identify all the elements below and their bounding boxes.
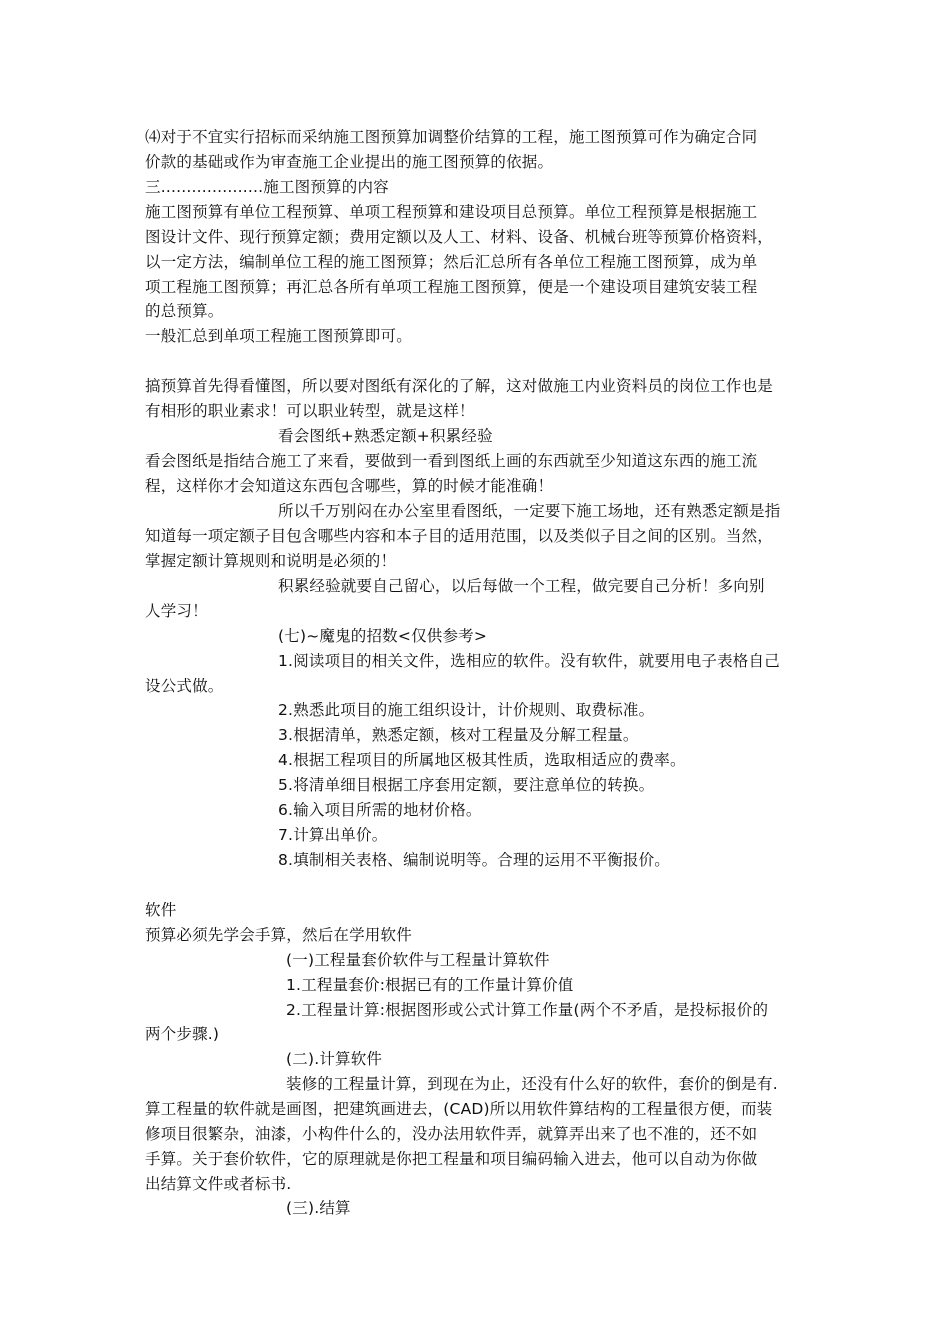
subheading: (三).结算: [286, 1199, 351, 1217]
text-line: 人学习！: [145, 602, 208, 620]
list-item: 5.将清单细目根据工序套用定额，要注意单位的转换。: [278, 776, 655, 794]
text-line: 看会图纸是指结合施工了来看，要做到一看到图纸上画的东西就至少知道这东西的施工流: [145, 452, 758, 470]
text-line: 以一定方法，编制单位工程的施工图预算；然后汇总所有各单位工程施工图预算，成为单: [145, 253, 758, 271]
subheading: (一)工程量套价软件与工程量计算软件: [286, 951, 550, 969]
text-line: 项工程施工图预算；再汇总各所有单项工程施工图预算，便是一个建设项目建筑安装工程: [145, 278, 758, 296]
text-line: 价款的基础或作为审查施工企业提出的施工图预算的依据。: [145, 153, 554, 171]
text-line: 有相形的职业素求！可以职业转型，就是这样！: [145, 402, 475, 420]
section-heading: 软件: [145, 901, 177, 919]
text-line: ⑷对于不宜实行招标而采纳施工图预算加调整价结算的工程，施工图预算可作为确定合同: [145, 128, 758, 146]
text-line: 预算必须先学会手算，然后在学用软件: [145, 926, 412, 944]
list-item: 7.计算出单价。: [278, 826, 388, 844]
section-heading: 三....................施工图预算的内容: [145, 178, 389, 196]
text-line: 所以千万别闷在办公室里看图纸，一定要下施工场地，还有熟悉定额是指: [278, 502, 781, 520]
text-line: 知道每一项定额子目包含哪些内容和本子目的适用范围，以及类似子目之间的区别。当然，: [145, 527, 774, 545]
text-line: 搞预算首先得看懂图，所以要对图纸有深化的了解，这对做施工内业资料员的岗位工作也是: [145, 377, 774, 395]
list-item: 2.工程量计算:根据图形或公式计算工作量(两个不矛盾，是投标报价的: [286, 1001, 769, 1019]
subheading: 看会图纸+熟悉定额+积累经验: [278, 427, 493, 445]
text-line: 掌握定额计算规则和说明是必须的！: [145, 552, 397, 570]
text-line: 施工图预算有单位工程预算、单项工程预算和建设项目总预算。单位工程预算是根据施工: [145, 203, 758, 221]
list-item: 1.工程量套价:根据已有的工作量计算价值: [286, 976, 574, 994]
list-item: 8.填制相关表格、编制说明等。合理的运用不平衡报价。: [278, 851, 670, 869]
text-line: 一般汇总到单项工程施工图预算即可。: [145, 327, 412, 345]
text-line: 的总预算。: [145, 302, 224, 320]
subheading: (二).计算软件: [286, 1050, 383, 1068]
list-item: 1.阅读项目的相关文件，选相应的软件。没有软件，就要用电子表格自己: [278, 652, 780, 670]
subheading: (七)~魔鬼的招数<仅供参考>: [278, 627, 488, 645]
text-line: 算工程量的软件就是画图，把建筑画进去，(CAD)所以用软件算结构的工程量很方便，而装: [145, 1100, 773, 1118]
list-item: 3.根据清单，熟悉定额，核对工程量及分解工程量。: [278, 726, 639, 744]
list-item-continued: 两个步骤.): [145, 1025, 220, 1043]
list-item: 6.输入项目所需的地材价格。: [278, 801, 482, 819]
text-line: 程，这样你才会知道这东西包含哪些，算的时候才能准确！: [145, 477, 554, 495]
text-line: 积累经验就要自己留心，以后每做一个工程，做完要自己分析！多向别: [278, 577, 765, 595]
text-line: 出结算文件或者标书.: [145, 1175, 292, 1193]
text-line: 修项目很繁杂，油漆，小构件什么的，没办法用软件弄，就算弄出来了也不准的，还不如: [145, 1125, 758, 1143]
text-line: 装修的工程量计算，到现在为止，还没有什么好的软件，套价的倒是有.: [286, 1075, 778, 1093]
list-item: 2.熟悉此项目的施工组织设计，计价规则、取费标准。: [278, 701, 655, 719]
text-line: 图设计文件、现行预算定额；费用定额以及人工、材料、设备、机械台班等预算价格资料，: [145, 228, 774, 246]
list-item-continued: 设公式做。: [145, 677, 224, 695]
text-line: 手算。关于套价软件，它的原理就是你把工程量和项目编码输入进去，他可以自动为你做: [145, 1150, 758, 1168]
list-item: 4.根据工程项目的所属地区极其性质，选取相适应的费率。: [278, 751, 686, 769]
